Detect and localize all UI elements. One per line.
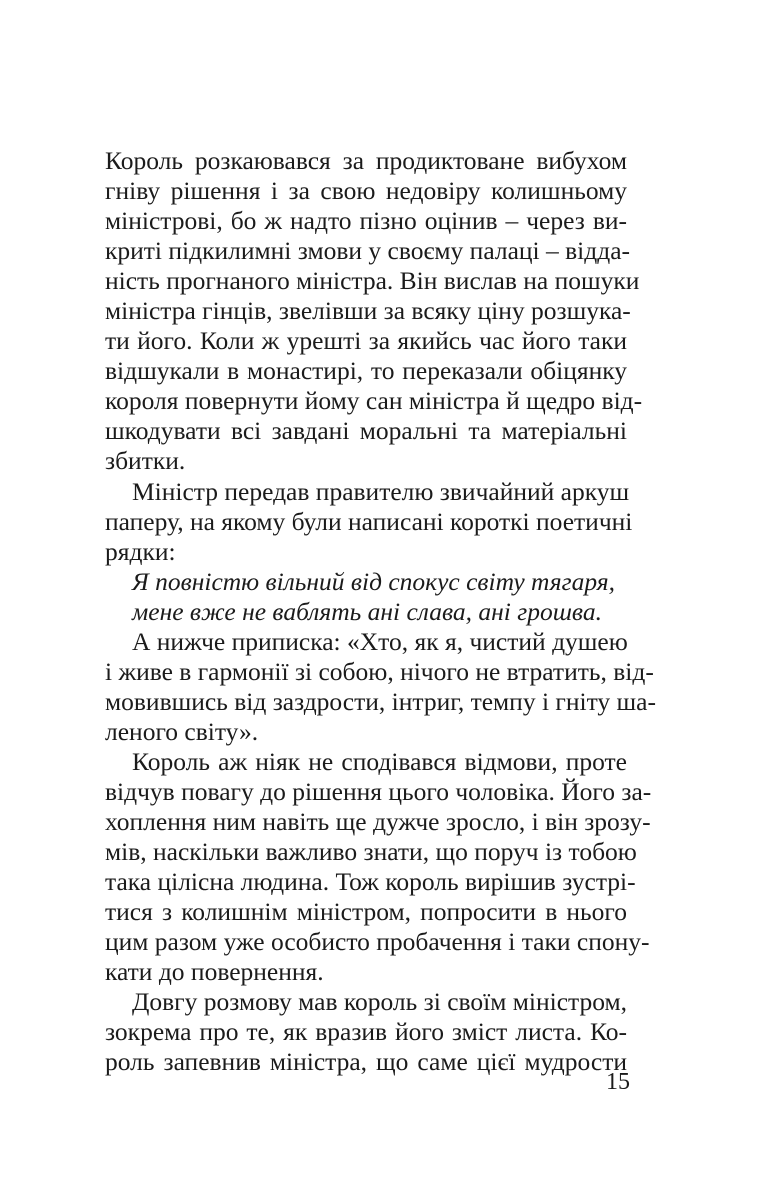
text-line: міністра гінців, звелівши за всяку ціну розшука- xyxy=(105,296,631,325)
text-line: Король аж ніяк не сподівався відмови, проте xyxy=(132,747,627,776)
text-line: ність прогнаного міністра. Він вислав на пошуки xyxy=(105,266,640,295)
text-line: гніву рішення і за свою недовіру колишньому xyxy=(105,176,627,205)
text-line: міністрові, бо ж надто пізно оцінив – через ви- xyxy=(105,206,627,235)
text-line: відшукали в монастирі, то переказали обіцянку xyxy=(105,356,627,385)
text-line: мів, наскільки важливо знати, що поруч із тобою xyxy=(105,837,637,866)
text-line: А нижче приписка: «Хто, як я, чистий душею xyxy=(132,627,628,656)
text-line: паперу, на якому були написані короткі поетичні xyxy=(105,507,633,536)
text-line: шкодувати всі завдані моральні та матеріальні xyxy=(105,416,627,445)
text-line: короля повернути йому сан міністра й щедро від- xyxy=(105,386,643,415)
text-line: рядки: xyxy=(105,537,176,566)
text-line: Довгу розмову мав король зі своїм міністром, xyxy=(132,987,627,1016)
page-number: 15 xyxy=(606,1069,630,1095)
text-line: тися з колишнім міністром, попросити в нього xyxy=(105,897,627,926)
verse-line: Я повністю вільний від спокус світу тягаря, xyxy=(132,567,615,596)
text-line: мовившись від заздрости, інтриг, темпу і гніту ша- xyxy=(105,687,656,716)
text-line: роль запевнив міністра, що саме цієї мудрости xyxy=(105,1047,627,1076)
text-line: Міністр передав правителю звичайний аркуш xyxy=(132,477,630,506)
text-line: ти його. Коли ж урешті за якийсь час його таки xyxy=(105,326,627,355)
verse-line: мене вже не ваблять ані слава, ані грошва. xyxy=(132,597,602,626)
text-line: збитки. xyxy=(105,446,186,475)
text-line: зокрема про те, як вразив його зміст листа. Ко- xyxy=(105,1017,627,1046)
text-line: Король розкаювався за продиктоване вибухом xyxy=(105,146,627,175)
text-line: криті підкилимні змови у своєму палаці – відда- xyxy=(105,236,631,265)
text-line: кати до повернення. xyxy=(105,957,324,986)
text-line: така цілісна людина. Тож король вирішив зустрі- xyxy=(105,867,636,896)
text-line: хоплення ним навіть ще дужче зросло, і він зрозу- xyxy=(105,807,651,836)
text-line: цим разом уже особисто пробачення і таки спону- xyxy=(105,927,650,956)
text-line: леного світу». xyxy=(105,717,259,746)
text-line: відчув повагу до рішення цього чоловіка. Його за- xyxy=(105,777,652,806)
text-line: і живе в гармонії зі собою, нічого не втратить, від- xyxy=(105,657,654,686)
